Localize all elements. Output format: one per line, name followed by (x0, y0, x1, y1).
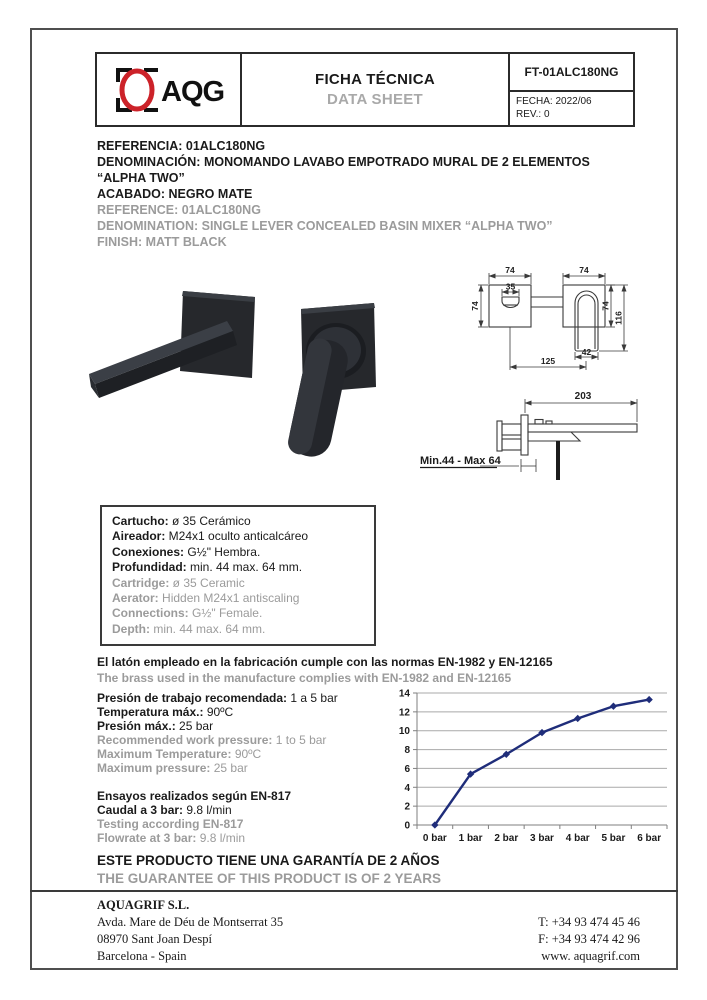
svg-text:14: 14 (398, 688, 410, 700)
test-row (97, 817, 397, 831)
test-label: Testing according EN-817 (97, 817, 244, 831)
svg-text:0: 0 (404, 820, 410, 832)
test-row (97, 803, 397, 817)
svg-text:3 bar: 3 bar (530, 833, 554, 844)
svg-text:4 bar: 4 bar (565, 833, 590, 844)
specs-box (100, 505, 376, 646)
condition-value: 25 bar (210, 761, 248, 775)
condition-label: Maximum Temperature: (97, 747, 232, 761)
spec-label: Conexiones: (112, 544, 185, 559)
spec-row (112, 606, 364, 621)
valve-body-side (528, 432, 580, 441)
referencia-es: REFERENCIA: 01ALC180NG (97, 139, 266, 153)
tests-block (97, 789, 397, 845)
denominacion-es-1: DENOMINACIÓN: MONOMANDO LAVABO EMPOTRADO MURAL DE 2 ELEMENTOS (97, 155, 590, 169)
finish-en: FINISH: MATT BLACK (97, 235, 227, 249)
test-value: 9.8 l/min (196, 831, 246, 845)
dim-plate-height-left: 74 (470, 301, 480, 311)
condition-value: 1 to 5 bar (272, 733, 327, 747)
svg-text:1 bar: 1 bar (458, 833, 483, 844)
condition-value: 90ºC (203, 705, 234, 719)
spout-side (528, 424, 637, 432)
phone-line: T: +34 93 474 45 46 (538, 915, 640, 929)
spec-value: G½" Hembra. (184, 544, 261, 559)
title-cell (242, 54, 510, 125)
spec-label: Profundidad: (112, 560, 187, 575)
header-table (95, 52, 635, 127)
norms-es: El latón empleado en la fabricación cumple con las normas EN-1982 y EN-12165 (97, 655, 553, 669)
spec-value: min. 44 max. 64 mm. (150, 621, 266, 636)
condition-row (97, 761, 397, 775)
denominacion-es-2: “ALPHA TWO” (97, 171, 185, 185)
logo-ring (122, 71, 152, 109)
doc-meta (510, 92, 633, 125)
condition-row (97, 733, 397, 747)
conditions-block (97, 691, 397, 775)
condition-value: 25 bar (175, 719, 214, 733)
reference-block (97, 138, 642, 250)
dim-plate-width-right: 74 (579, 265, 589, 275)
inwall-bracket (497, 421, 502, 451)
doc-date: FECHA: 2022/06 (516, 96, 592, 107)
dim-depth-range: Min.44 - Max 64 (420, 455, 501, 467)
logo-cell (97, 54, 242, 125)
doc-code: FT-01ALC180NG (510, 54, 633, 92)
lever-handle (286, 336, 352, 460)
condition-row (97, 691, 397, 705)
spec-value: Hidden M24x1 antiscaling (158, 591, 300, 606)
spec-label: Aireador: (112, 529, 166, 544)
address-line: Avda. Mare de Déu de Montserrat 35 (97, 915, 284, 929)
spec-row (112, 514, 364, 529)
spec-row (112, 622, 364, 637)
svg-text:6: 6 (404, 763, 410, 775)
company-name: AQUAGRIF S.L. (97, 898, 190, 912)
doc-revision: REV.: 0 (516, 109, 550, 120)
fax-line: F: +34 93 474 42 96 (538, 932, 640, 946)
svg-text:5 bar: 5 bar (601, 833, 626, 844)
warranty-es: ESTE PRODUCTO TIENE UNA GARANTÍA DE 2 AÑOS (97, 853, 440, 868)
sheet-title-en: DATA SHEET (326, 91, 424, 108)
norms-en: The brass used in the manufacture complies with EN-1982 and EN-12165 (97, 671, 512, 685)
test-label: Flowrate at 3 bar: (97, 831, 197, 845)
svg-text:2: 2 (404, 801, 410, 813)
spec-value: ø 35 Ceramic (169, 575, 245, 590)
condition-value: 1 a 5 bar (287, 691, 338, 705)
test-row (97, 789, 397, 803)
test-label: Ensayos realizados según EN-817 (97, 789, 292, 803)
inwall-body-top (502, 424, 521, 435)
test-value: 9.8 l/min (183, 803, 232, 817)
spec-label: Cartucho: (112, 514, 169, 528)
condition-label: Presión máx.: (97, 719, 176, 733)
side-view-drawing (418, 383, 683, 493)
wall-plate-section (521, 415, 528, 455)
inwall-body-bottom (502, 439, 521, 450)
condition-label: Presión de trabajo recomendada: (97, 691, 288, 705)
doc-info-cell (510, 54, 633, 125)
dim-lever-width: 42 (581, 347, 592, 357)
spec-row (112, 529, 364, 544)
spec-value: M24x1 oculto anticalcáreo (165, 529, 309, 544)
dim-spout-width: 35 (505, 281, 516, 292)
condition-row (97, 705, 397, 719)
product-photo (75, 263, 405, 495)
condition-label: Recommended work pressure: (97, 733, 273, 747)
condition-value: 90ºC (231, 747, 262, 761)
condition-label: Temperatura máx.: (97, 705, 204, 719)
spout-front-outline (502, 297, 519, 308)
reference-en: REFERENCE: 01ALC180NG (97, 203, 261, 217)
svg-text:2 bar: 2 bar (494, 833, 519, 844)
warranty-block (97, 852, 642, 888)
footer-company-block (97, 897, 283, 965)
spec-label: Aerator: (112, 591, 159, 606)
warranty-en: THE GUARANTEE OF THIS PRODUCT IS OF 2 YEARS (97, 871, 442, 886)
denomination-en: DENOMINATION: SINGLE LEVER CONCEALED BASIN MIXER “ALPHA TWO” (97, 219, 553, 233)
spec-value: G½" Female. (188, 606, 263, 621)
front-view-drawing (458, 258, 683, 393)
logo-text: AQG (160, 75, 224, 108)
aqg-logo (109, 60, 229, 120)
svg-text:10: 10 (398, 726, 410, 738)
dim-plate-width-left: 74 (505, 265, 515, 275)
norms-block (97, 654, 642, 686)
spec-row (112, 576, 364, 591)
svg-text:12: 12 (398, 707, 410, 719)
svg-text:0 bar: 0 bar (422, 833, 447, 844)
website-line: www. aquagrif.com (541, 949, 640, 963)
condition-row (97, 719, 397, 733)
condition-row (97, 747, 397, 761)
test-row (97, 831, 397, 845)
dim-plate-height-right: 74 (600, 301, 611, 311)
spec-value: min. 44 max. 64 mm. (186, 560, 303, 575)
dim-centers-distance: 125 (540, 356, 556, 366)
footer-contact-block (538, 914, 640, 965)
spec-label: Connections: (112, 606, 189, 621)
address-line: Barcelona - Spain (97, 949, 187, 963)
svg-text:8: 8 (404, 745, 410, 757)
sheet-title-es: FICHA TÉCNICA (314, 71, 435, 88)
spec-label: Cartridge: (112, 575, 170, 590)
spec-value: ø 35 Cerámico (168, 514, 251, 528)
svg-text:6 bar: 6 bar (637, 833, 662, 844)
spec-row (112, 560, 364, 575)
flowrate-chart (387, 683, 680, 853)
spec-label: Depth: (112, 621, 150, 636)
footer-divider (30, 890, 678, 892)
address-line: 08970 Sant Joan Despí (97, 932, 212, 946)
acabado-es: ACABADO: NEGRO MATE (97, 187, 253, 201)
svg-text:4: 4 (404, 782, 410, 794)
spec-row (112, 545, 364, 560)
dim-total-height: 116 (613, 311, 624, 325)
spec-row (112, 591, 364, 606)
dim-spout-length: 203 (574, 391, 592, 402)
test-label: Caudal a 3 bar: (97, 803, 184, 817)
condition-label: Maximum pressure: (97, 761, 211, 775)
